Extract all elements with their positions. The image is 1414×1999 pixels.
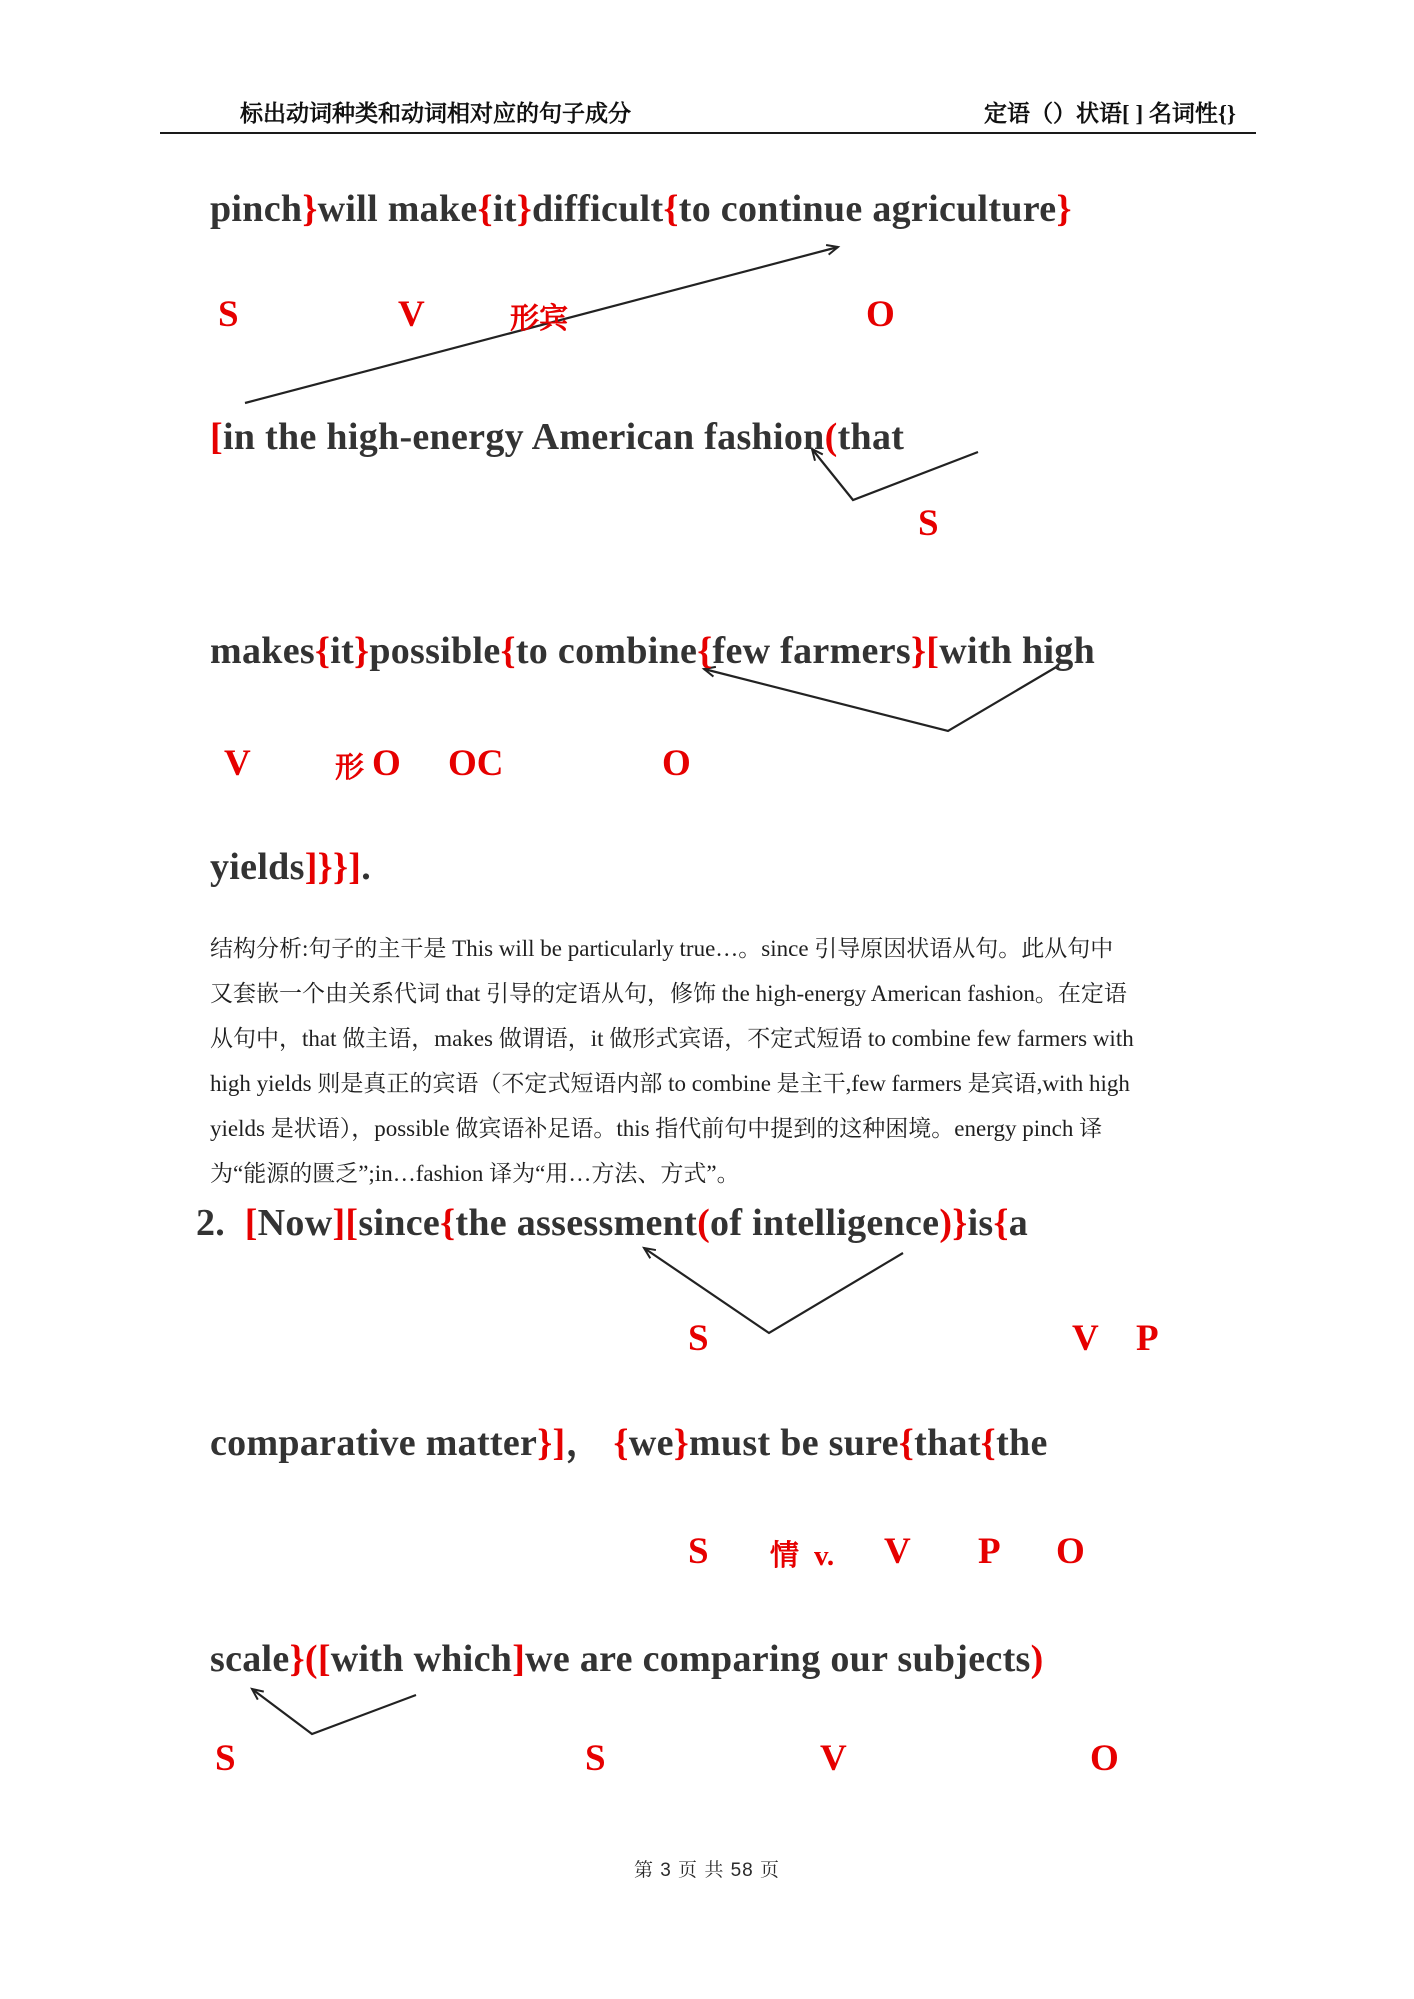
- bracket-mark: {: [440, 1202, 456, 1244]
- sentence-text: comparative matter: [210, 1422, 538, 1464]
- sentence-text: the: [996, 1422, 1048, 1464]
- page-header: [160, 88, 1256, 134]
- sentence-line-7: [210, 1640, 1044, 1678]
- sentence-text: with which: [330, 1638, 513, 1680]
- sentence-text: yields: [210, 846, 305, 888]
- footer-page-number: 第 3 页 共 58 页: [633, 1860, 781, 1881]
- analysis-text-line: yields 是状语），possible 做宾语补足语。this 指代前句中提到的这种困境。energy pinch 译: [210, 1116, 1103, 1141]
- analysis-text-line: high yields 则是真正的宾语（不定式短语内部 to combine 是主干,few farmers 是宾语,with high: [210, 1071, 1130, 1096]
- grammar-label-V: V: [1072, 1318, 1099, 1359]
- sentence-text: makes: [210, 630, 315, 672]
- analysis-text-line: 又套嵌一个由关系代词 that 引导的定语从句，修饰 the high-energy American fashion。在定语: [210, 981, 1127, 1006]
- bracket-mark: {: [993, 1202, 1009, 1244]
- grammar-label-V: V: [820, 1738, 847, 1779]
- grammar-label-O: O: [372, 743, 401, 784]
- bracket-mark: [: [926, 630, 940, 672]
- grammar-label-O: O: [1056, 1531, 1085, 1572]
- sentence-text: with high: [939, 630, 1096, 672]
- grammar-label-S: S: [218, 294, 239, 335]
- grammar-label-V: V: [224, 743, 251, 784]
- bracket-mark: [: [317, 1638, 331, 1680]
- bracket-mark: ][: [332, 1202, 359, 1244]
- header-legend: 定语（）状语[ ] 名词性{}: [984, 101, 1236, 126]
- sentence-line-5: [196, 1204, 1028, 1242]
- grammar-label-S: S: [918, 503, 939, 544]
- bracket-mark: }: [354, 630, 370, 672]
- sentence-text: to combine: [515, 630, 698, 672]
- grammar-label-S: S: [585, 1738, 606, 1779]
- grammar-label-S: S: [688, 1318, 709, 1359]
- grammar-label-形: 形: [335, 752, 365, 784]
- sentence-text: pinch: [210, 188, 303, 230]
- bracket-mark: [: [244, 1202, 258, 1244]
- sentence-text: difficult: [531, 188, 664, 230]
- arrow-combine-link: [704, 666, 1058, 731]
- sentence-text: in the high-energy American fashion: [222, 416, 825, 458]
- bracket-mark: )}: [939, 1202, 968, 1244]
- bracket-mark: (: [824, 416, 838, 458]
- grammar-label-O: O: [866, 294, 895, 335]
- header-instruction: 标出动词种类和动词相对应的句子成分: [240, 101, 631, 126]
- sentence-line-6: [210, 1424, 1048, 1462]
- bracket-mark: {: [697, 630, 713, 672]
- sentence-text: scale: [210, 1638, 290, 1680]
- bracket-mark: }(: [289, 1638, 318, 1680]
- sentence-text: 2.: [196, 1202, 245, 1244]
- bracket-mark: [: [210, 416, 223, 458]
- grammar-label-情: 情: [770, 1540, 800, 1572]
- bracket-mark: ]: [512, 1638, 526, 1680]
- sentence-text: .: [361, 846, 371, 888]
- sentence-text: possible: [369, 630, 501, 672]
- analysis-text-line: 结构分析:句子的主干是 This will be particularly true…。since 引导原因状语从句。此从句中: [210, 936, 1114, 961]
- sentence-text: of intelligence: [710, 1202, 940, 1244]
- grammar-label-O: O: [662, 743, 691, 784]
- bracket-mark: {: [613, 1422, 629, 1464]
- sentence-text: the assessment: [455, 1202, 698, 1244]
- bracket-mark: {: [980, 1422, 997, 1464]
- sentence-line-4: [210, 848, 371, 886]
- bracket-mark: }: [1056, 188, 1072, 230]
- sentence-text: we are comparing our subjects: [525, 1638, 1031, 1680]
- sentence-line-2: [210, 418, 904, 456]
- sentence-text: ，: [565, 1422, 614, 1464]
- grammar-label-v.: v.: [814, 1540, 835, 1572]
- grammar-label-形宾: 形宾: [510, 303, 569, 335]
- bracket-mark: }: [516, 188, 532, 230]
- grammar-label-V: V: [884, 1531, 911, 1572]
- bracket-mark: }: [673, 1422, 690, 1464]
- bracket-mark: }: [910, 630, 927, 672]
- bracket-mark: {: [898, 1422, 915, 1464]
- sentence-text: a: [1008, 1202, 1029, 1244]
- sentence-text: Now: [257, 1202, 333, 1244]
- bracket-mark: (: [697, 1202, 711, 1244]
- analysis-text-line: 为“能源的匮乏”;in…fashion 译为“用…方法、方式”。: [210, 1161, 740, 1186]
- sentence-text: it: [330, 630, 355, 672]
- bracket-mark: {: [477, 188, 493, 230]
- grammar-label-P: P: [1136, 1318, 1159, 1359]
- sentence-text: since: [358, 1202, 441, 1244]
- sentence-line-3: [210, 632, 1095, 670]
- bracket-mark: }: [302, 188, 318, 230]
- grammar-label-OC: OC: [448, 743, 504, 784]
- bracket-mark: }]: [537, 1422, 566, 1464]
- sentence-text: will make: [317, 188, 478, 230]
- grammar-label-P: P: [978, 1531, 1001, 1572]
- bracket-mark: ]}}]: [304, 846, 362, 888]
- grammar-label-O: O: [1090, 1738, 1119, 1779]
- grammar-label-S: S: [215, 1738, 236, 1779]
- sentence-text: we: [628, 1422, 674, 1464]
- bracket-mark: {: [500, 630, 516, 672]
- structure-analysis: [210, 926, 1215, 1196]
- sentence-text: that: [837, 416, 905, 458]
- sentence-text: few farmers: [712, 630, 911, 672]
- bracket-mark: {: [663, 188, 679, 230]
- grammar-label-S: S: [688, 1531, 709, 1572]
- sentence-text: that: [914, 1422, 981, 1464]
- sentence-line-1: [210, 190, 1072, 228]
- arrow-scale-antecedent: [252, 1689, 416, 1734]
- sentence-text: must be sure: [689, 1422, 899, 1464]
- grammar-label-V: V: [398, 294, 425, 335]
- bracket-mark: ): [1030, 1638, 1044, 1680]
- sentence-text: to continue agriculture: [678, 188, 1057, 230]
- sentence-text: is: [967, 1202, 994, 1244]
- sentence-text: it: [492, 188, 517, 230]
- bracket-mark: {: [314, 630, 331, 672]
- arrow-assessment-subject: [644, 1248, 903, 1333]
- analysis-text-line: 从句中，that 做主语，makes 做谓语，it 做形式宾语，不定式短语 to combine few farmers with: [210, 1026, 1134, 1051]
